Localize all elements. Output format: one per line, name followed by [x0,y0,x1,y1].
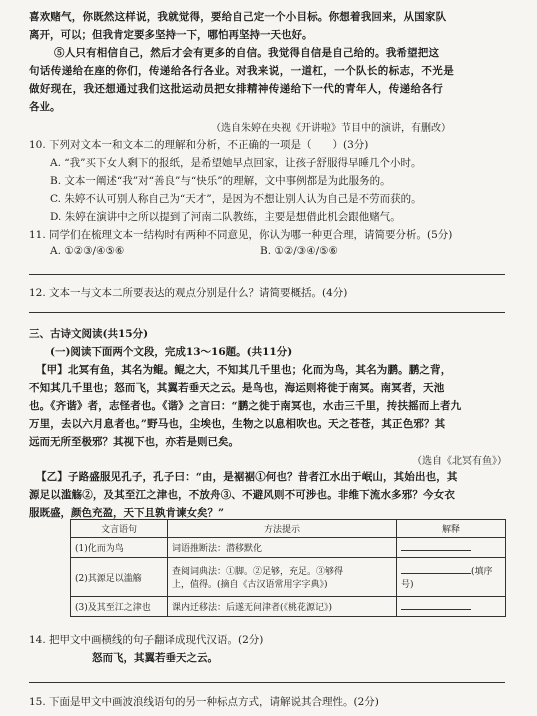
table-header: 方法提示 [168,520,397,538]
answer-blank[interactable] [401,600,471,610]
q11-option-b: B. ①②/③④/⑤⑥ [260,245,338,257]
table-cell: 课内迁移法：后遂无问津者(《桃花源记》) [168,596,397,616]
table-row [71,538,506,558]
q15-stem: 15. 下面是甲文中画波浪线语句的另一种标点方式，请解说其合理性。(2分) [29,696,379,708]
section-title: 三、古诗文阅读(共15分) [29,328,149,340]
q13-table [70,519,506,617]
table-row [71,558,506,596]
yi-line: 【乙】子路盛服见孔子，孔子曰：“由，是裾裾①何也？昔者江水出于岷山，其始出也，其 [36,471,458,483]
method-line: 查阅词典法：①脚。②足够，充足。③够得 [172,567,344,578]
table-cell: (2)其源足以滥觞 [71,558,168,596]
jia-line: 【甲】北冥有鱼，其名为鲲。鲲之大，不知其几千里也；化而为鸟，其名为鹏。鹏之背， [36,364,452,376]
jia-line: 远而无所至极邪？其视下也，亦若是则已矣。 [29,436,239,448]
q11-option-a: A. ①②③/④⑤⑥ [50,245,125,257]
answer-blank[interactable] [401,541,471,551]
section-subtitle: (一)阅读下面两个文段，完成13～16题。(共11分) [50,346,293,358]
jia-line: 万里，去以六月息者也。”野马也，尘埃也，生物之以息相吹也。天之苍苍，其正色邪？其 [29,418,446,430]
jia-line: 不知其几千里也；怒而飞，其翼若垂天之云。是鸟也，海运则将徙于南冥。南冥者，天池 [29,382,445,394]
q10-option-a: A. “我”买下女人剩下的报纸，是希望她早点回家，让孩子舒服得早睡几个小时。 [50,157,422,169]
q14-stem: 14. 把甲文中画横线的句子翻译成现代汉语。(2分) [29,634,264,646]
q10-option-c: C. 朱婷不认可别人称自己为“天才”，是因为不想让别人认为自己是不劳而获的。 [50,193,422,205]
q11-stem: 11. 同学们在梳理文本一结构时有两种不同意见，你认为哪一种更合理，请简要分析。(5分) [29,229,453,241]
passage-line: 做好现在，我还想通过我们这批运动员把女排精神传递给下一代的青年人，传递给各行 [29,83,444,95]
q14-quote: 怒而飞，其翼若垂天之云。 [92,652,218,664]
table-cell: (3)及其至江之津也 [71,596,168,616]
yi-line: 源足以滥觞②，及其至江之津也，不放舟③、不避风则不可涉也。非维下流水多邪？今女衣 [29,489,455,501]
yi-line: 服既盛，颜色充盈，天下且孰肯谏女矣？” [29,507,225,519]
table-row [71,596,506,616]
table-cell [168,558,397,596]
answer-cell[interactable] [397,558,506,596]
answer-blank[interactable] [401,564,471,574]
passage-source: （选自朱婷在央视《开讲啦》节目中的演讲，有删改） [211,123,451,134]
passage-line: 喜欢赌气，你既然这样说，我就觉得，要给自己定一个小目标。你想着我回来，从国家队 [29,11,447,23]
q12-stem: 12. 文本一与文本二所要表达的观点分别是什么？请简要概括。(4分) [29,287,348,299]
q10-stem: 10. 下列对文本一和文本二的理解和分析，不正确的一项是（ ）(3分) [29,139,369,151]
table-header: 解释 [397,520,506,538]
answer-cell[interactable] [397,596,506,616]
passage-line: 各业。 [29,101,61,113]
table-header: 文言语句 [71,520,168,538]
answer-line[interactable] [29,312,505,313]
jia-line: 也。《齐谐》者，志怪者也。《谐》之言曰：“鹏之徙于南冥也，水击三千里，抟扶摇而上者九 [29,400,462,412]
passage-line: 离开，可以；但我肯定要多坚持一下，哪怕再坚持一天也好。 [29,29,313,41]
table-cell: 词语推断法：潜移默化 [168,538,397,558]
jia-source: （选自《北冥有鱼》） [412,456,507,467]
answer-line[interactable] [29,682,505,683]
answer-cell[interactable] [397,538,506,558]
method-line: 上，值得。(摘自《古汉语常用字字典》) [172,580,328,591]
answer-line[interactable] [29,274,505,275]
q10-option-d: D. 朱婷在演讲中之所以提到了河南二队教练，主要是想借此机会跟他赌气。 [50,211,401,223]
table-cell: (1)化而为鸟 [71,538,168,558]
q10-option-b: B. 文本一阐述“我”对“善良”与“快乐”的理解，文中事例都是为此服务的。 [50,175,391,187]
passage-line: 句话传递给在座的你们，传递给各行各业。对我来说，一道杠，一个队长的标志，不光是 [29,65,455,77]
fill-hint: (填序号) [401,567,493,591]
passage-line: ⑤人只有相信自己，然后才会有更多的自信。我觉得自信是自己给的。我希望把这 [54,47,440,59]
